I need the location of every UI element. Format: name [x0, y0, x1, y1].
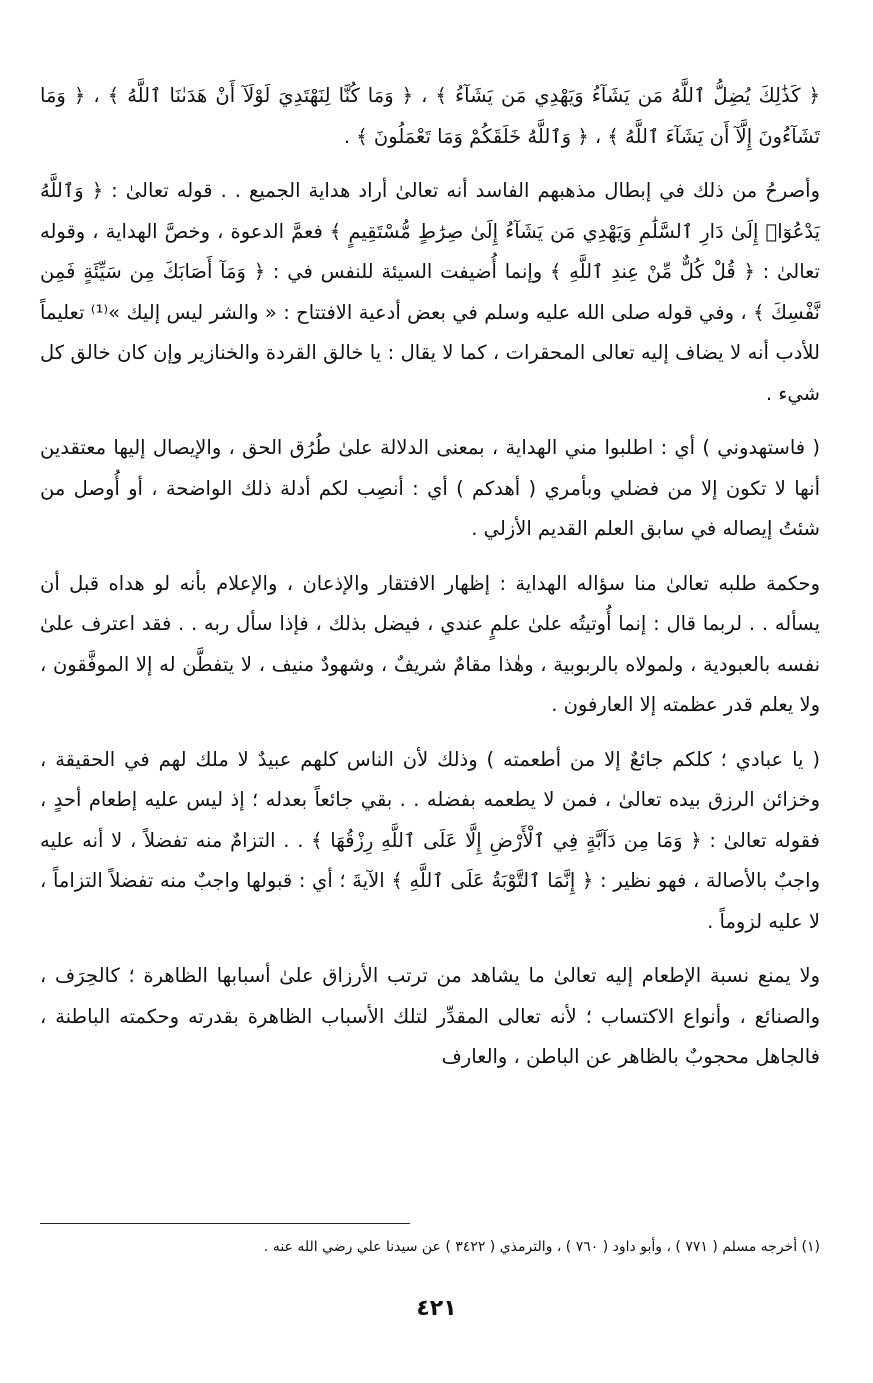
page-body [40, 76, 820, 1078]
footnote-separator [40, 1223, 410, 1224]
paragraph-all-hungry: ( يا عبادي ؛ كلكم جائعٌ إلا من أطعمته ) وذلك لأن الناس كلهم عبيدٌ لا ملك لهم في الحقيقة ، وخزائن الرزق بيده تعالىٰ ، فمن لا يطعمه بفضله . . بقي جائعاً بعدله ؛ إذ ليس عليه إطعام أحدٍ ، فقوله تعالىٰ : ﴿ وَمَا مِن دَآبَّةٍ فِي ٱلْأَرْضِ إِلَّا عَلَى ٱللَّهِ رِزْقُهَا ﴾ . . التزامٌ منه تفضلاً ، لا أنه عليه واجبٌ بالأصالة ، فهو نظير : ﴿ إِنَّمَا ٱلتَّوْبَةُ عَلَى ٱللَّهِ ﴾ الآيةَ ؛ أي : قبولها واجبٌ منه تفضلاً التزاماً ، لا عليه لزوماً . [40, 747, 820, 933]
paragraph-feeding-attribution: ولا يمنع نسبة الإطعام إليه تعالىٰ ما يشاهد من ترتب الأرزاق علىٰ أسبابها الظاهرة ؛ كالحِرَف ، والصنائع ، وأنواع الاكتساب ؛ لأنه تعالى المقدِّر لتلك الأسباب الظاهرة بقدرته وحكمته الباطنة ، فالجاهل محجوبٌ بالظاهر عن الباطن ، والعارف [40, 964, 820, 1068]
paragraph-guidance-argument: وأصرحُ من ذلك في إبطال مذهبهم الفاسد أنه تعالىٰ أراد هداية الجميع . . قوله تعالىٰ : ﴿ وَٱللَّهُ يَدْعُوٓا۟ إِلَىٰ دَارِ ٱلسَّلَٰمِ وَيَهْدِي مَن يَشَآءُ إِلَىٰ صِرَٰطٍ مُّسْتَقِيمٍ ﴾ فعمَّ الدعوة ، وخصَّ الهداية ، وقوله تعالىٰ : ﴿ قُلْ كُلٌّ مِّنْ عِندِ ٱللَّهِ ﴾ وإنما أُضيفت السيئة للنفس في : ﴿ وَمَآ أَصَابَكَ مِن سَيِّئَةٍ فَمِن نَّفْسِكَ ﴾ ، وفي قوله صلى الله عليه وسلم في بعض أدعية الافتتاح : « والشر ليس إليك »⁽¹⁾ تعليماً للأدب أنه لا يضاف إليه تعالى المحقرات ، كما لا يقال : يا خالق القردة والخنازير وإن كان خالق كل شيء . [40, 179, 820, 405]
paragraph-quran-verses: ﴿ كَذَٰلِكَ يُضِلُّ ٱللَّهُ مَن يَشَآءُ وَيَهْدِي مَن يَشَآءُ ﴾ ، ﴿ وَمَا كُنَّا لِنَهْتَدِيَ لَوْلَآ أَنْ هَدَىٰنَا ٱللَّهُ ﴾ ، ﴿ وَمَا تَشَآءُونَ إِلَّآ أَن يَشَآءَ ٱللَّهُ ﴾ ، ﴿ وَٱللَّهُ خَلَقَكُمْ وَمَا تَعْمَلُونَ ﴾ . [40, 84, 820, 148]
footnote: (١) أخرجه مسلم ( ٧٧١ ) ، وأبو داود ( ٧٦٠ ) ، والترمذي ( ٣٤٢٢ ) عن سيدنا علي رضي الله عنه . [263, 1239, 820, 1255]
paragraph-seek-guidance: ( فاستهدوني ) أي : اطلبوا مني الهداية ، بمعنى الدلالة علىٰ طُرُق الحق ، والإيصال إليها معتقدين أنها لا تكون إلا من فضلي وبأمري ( أهدكم ) أي : أنصِب لكم أدلة ذلك الواضحة ، أو أُوصل من شئتُ إيصاله في سابق العلم القديم الأزلي . [40, 436, 820, 540]
page-number: ٤٢١ [416, 1296, 457, 1321]
paragraph-wisdom-of-asking: وحكمة طلبه تعالىٰ منا سؤاله الهداية : إظهار الافتقار والإذعان ، والإعلام بأنه لو هداه قبل أن يسأله . . لربما قال : إنما أُوتيتُه علىٰ علمٍ عندي ، فيضل بذلك ، فإذا سأل ربه . . فقد اعترف علىٰ نفسه بالعبودية ، ولمولاه بالربوبية ، وهٰذا مقامٌ شريفٌ ، وشهودٌ منيف ، لا يتفطَّن له إلا الموفَّقون ، ولا يعلم قدر عظمته إلا العارفون . [40, 571, 820, 716]
